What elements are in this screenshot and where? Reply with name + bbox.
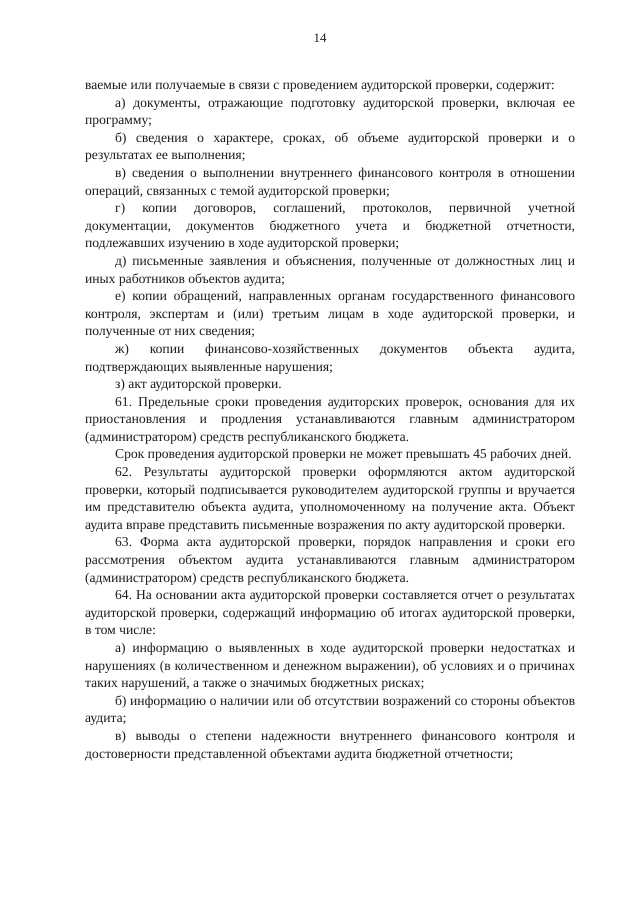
paragraph-61-term: Срок проведения аудиторской проверки не может превышать 45 рабочих дней. <box>115 446 572 462</box>
paragraph-item-d: д) письменные заявления и объяснения, полученные от должностных лиц и иных работников объектов аудита; <box>85 252 575 286</box>
paragraph-item-e: е) копии обращений, направленных органам государственного финансового контроля, экспертам и (или) третьим лицам в ходе аудиторской проверки, и полученные от них сведения; <box>85 288 575 339</box>
paragraph-item-zh: ж) копии финансово-хозяйственных документов объекта аудита, подтверждающих выявленные нарушения; <box>85 340 575 374</box>
paragraph-continuation: ваемые или получаемые в связи с проведением аудиторской проверки, содержит: <box>85 77 555 92</box>
paragraph-64-item-b: б) информацию о наличии или об отсутствии возражений со стороны объектов аудита; <box>85 692 575 726</box>
paragraph-64-item-v: в) выводы о степени надежности внутреннего финансового контроля и достоверности представленной объектами аудита бюджетной отчетности; <box>85 727 575 761</box>
paragraph-item-v: в) сведения о выполнении внутреннего финансового контроля в отношении операций, связанных с темой аудиторской проверки; <box>85 164 575 198</box>
document-body <box>85 76 575 762</box>
paragraph-item-g: г) копии договоров, соглашений, протоколов, первичной учетной документации, документов бюджетного учета и бюджетной отчетности, подлежавших изучению в ходе аудиторской проверки; <box>85 200 575 251</box>
paragraph-64: 64. На основании акта аудиторской проверки составляется отчет о результатах аудиторской проверки, содержащий информацию об итогах аудиторской проверки, в том числе: <box>85 587 575 638</box>
paragraph-item-b: б) сведения о характере, сроках, об объеме аудиторской проверки и о результатах ее выполнения; <box>85 129 575 163</box>
paragraph-63: 63. Форма акта аудиторской проверки, порядок направления и сроки его рассмотрения объектом аудита устанавливаются главным администратором (администратором) средств республиканского бюджета. <box>85 534 575 585</box>
paragraph-item-a: а) документы, отражающие подготовку аудиторской проверки, включая ее программу; <box>85 94 575 128</box>
paragraph-item-z: з) акт аудиторской проверки. <box>115 376 282 392</box>
paragraph-64-item-a: а) информацию о выявленных в ходе аудиторской проверки недостатках и нарушениях (в количественном и денежном выражении), об условиях и о причинах таких нарушений, а также о значимых бюджетных рисках; <box>85 640 575 691</box>
paragraph-62: 62. Результаты аудиторской проверки оформляются актом аудиторской проверки, который подписывается руководителем аудиторской группы и вручается им представителю объекта аудита, уполномоченному на получение акта. Объект аудита вправе представить письменные возражения по акту аудиторской проверки. <box>85 464 575 532</box>
paragraph-61: 61. Предельные сроки проведения аудиторских проверок, основания для их приостановления и продления устанавливаются главным администратором (администратором) средств республиканского бюджета. <box>85 393 575 444</box>
page-number: 14 <box>313 30 327 45</box>
